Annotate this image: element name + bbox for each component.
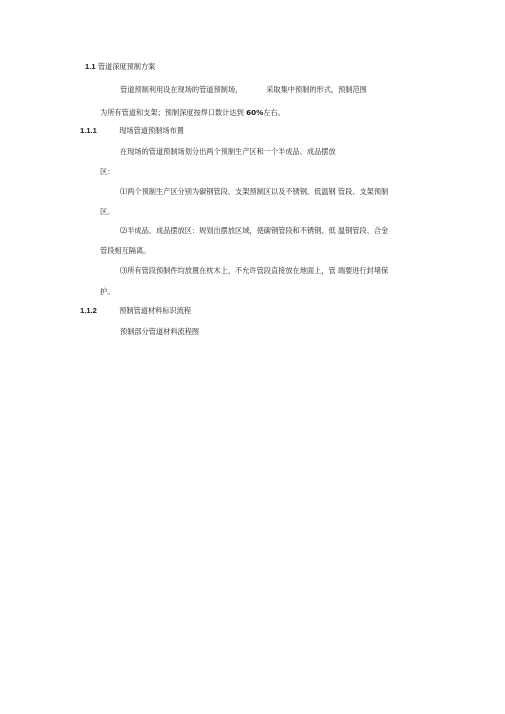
- subsection-number-1: 1.1.1: [80, 126, 97, 135]
- section-title: 管道深度预制方案: [97, 62, 156, 71]
- intro-text-2a: 为所有管道和支架；预制深度按焊口数计达到: [100, 108, 244, 117]
- list-item-2-line-1: ⑵半成品、成品摆放区：规划出摆放区域，使碳钢管段和不锈钢、低 温钢管段、合金: [120, 226, 389, 235]
- list-item-1-line-1: ⑴两个预制生产区分别为碳钢管段、支架预制区以及不锈钢、低温钢 管段、支架预制: [120, 187, 389, 196]
- intro-text-1a: 管道预制利用设在现场的管道预制场，: [120, 85, 243, 94]
- intro-line-2: [100, 108, 285, 117]
- section-heading: [85, 62, 155, 71]
- list-item-2-line-2: 管段相互隔离。: [100, 246, 151, 255]
- subsection-title-2: 预制管道材料标识流程: [119, 306, 192, 315]
- intro-percent: 60%: [246, 108, 264, 117]
- list-item-3-line-2: 护。: [100, 287, 115, 296]
- paragraph-line: 预制部分管道材料流程图: [120, 327, 200, 336]
- list-item-1-line-2: 区。: [100, 207, 115, 216]
- list-item-3-line-1: ⑶所有管段预制件均放置在枕木上，不允许管段直接放在地面上，管 端要进行封堵保: [120, 266, 389, 275]
- subsection-heading-1: [80, 126, 184, 135]
- subsection-title-1: 现场管道预制场布置: [119, 126, 184, 135]
- section-number: 1.1: [85, 62, 96, 71]
- paragraph-line: 在现场的管道预制场划分出两个预制生产区和一个半成品、成品摆放: [120, 147, 336, 156]
- intro-text-1b: 采取集中预制的形式，预制范围: [266, 85, 367, 94]
- intro-line-1: [120, 85, 367, 94]
- subsection-number-2: 1.1.2: [80, 306, 97, 315]
- intro-text-2b: 左右。: [263, 108, 285, 117]
- paragraph-line: 区：: [100, 167, 115, 176]
- subsection-heading-2: [80, 306, 191, 315]
